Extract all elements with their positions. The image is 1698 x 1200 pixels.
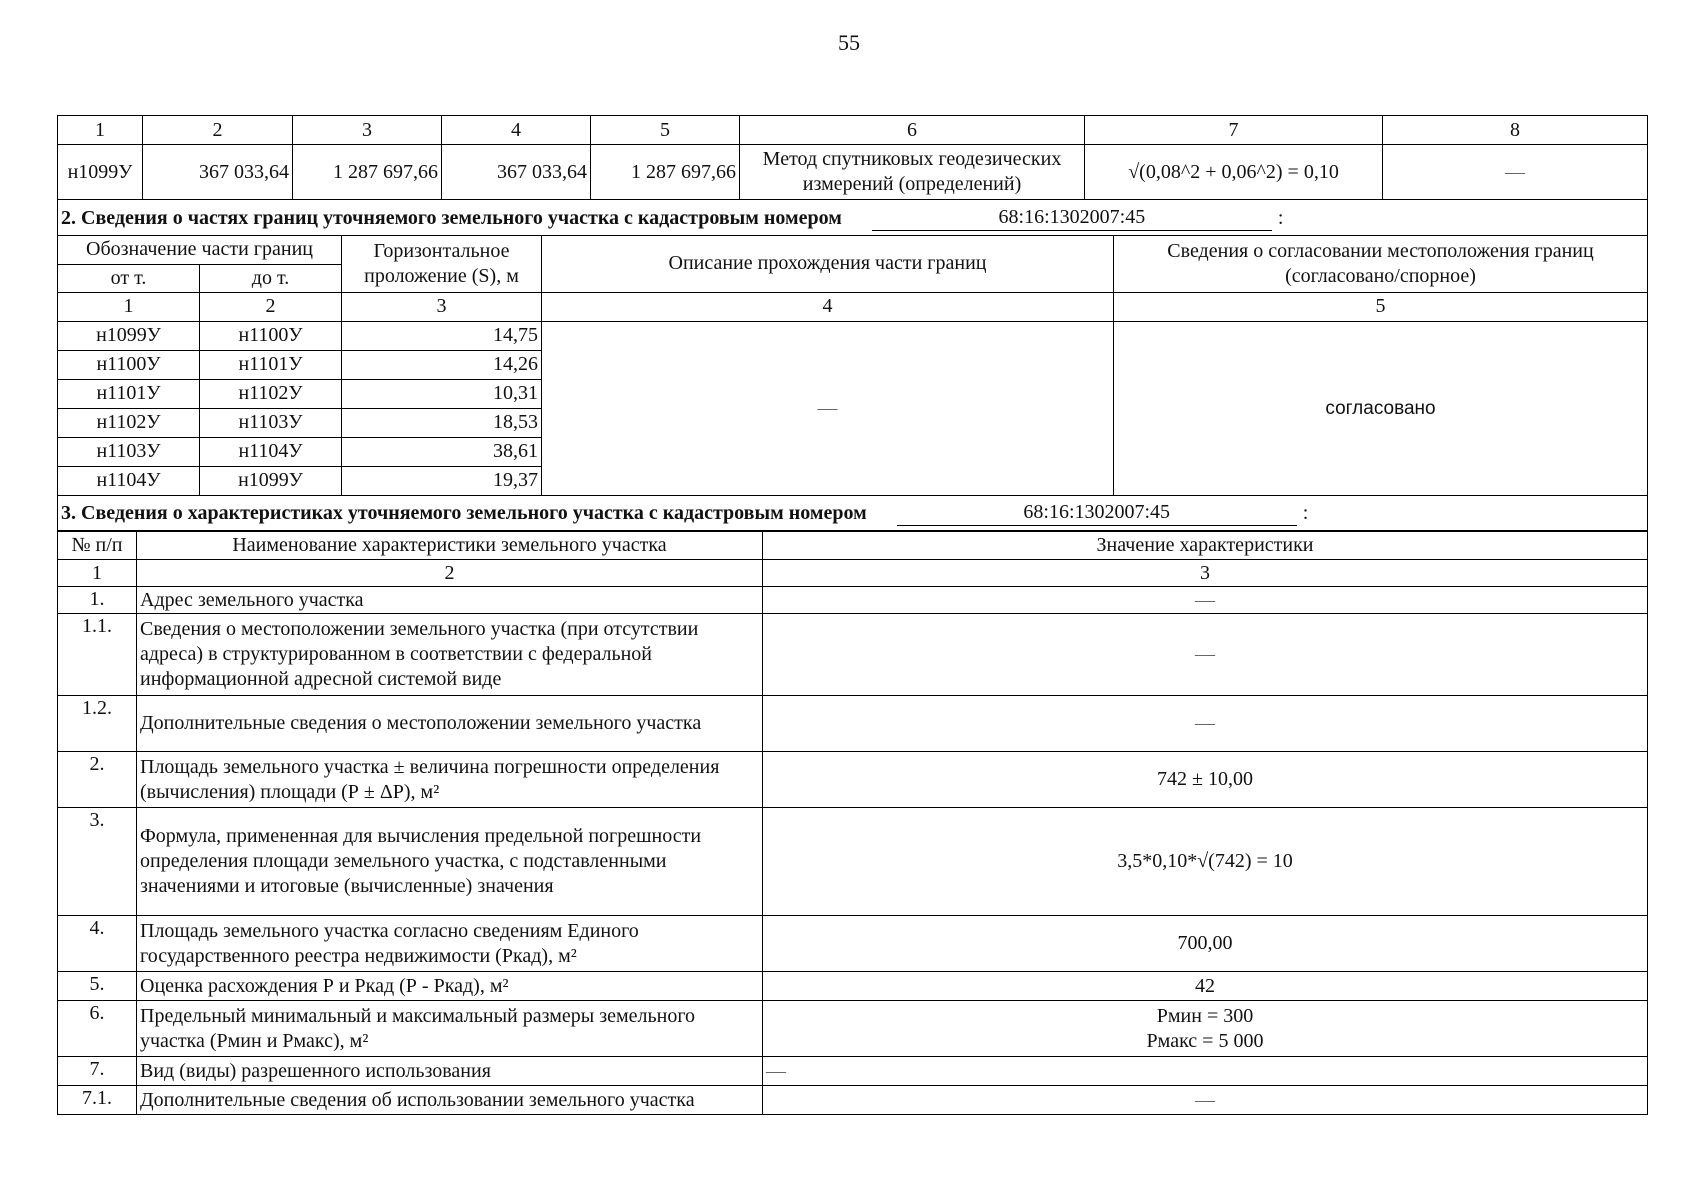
table-row [58,696,1648,752]
characteristic-name: Площадь земельного участка ± величина погрешности определения (вычисления) площади (Р ± ΔР), м² [137,752,763,808]
table-row [58,916,1648,972]
characteristic-name: Адрес земельного участка [137,587,763,614]
col-number: 3 [342,292,542,321]
table-row [58,808,1648,916]
col-header-3: 3 [293,116,442,145]
row-number: 4. [58,916,137,972]
to-point: н1102У [200,379,342,408]
head-characteristic-name: Наименование характеристики земельного участка [137,531,763,560]
col-header-2: 2 [143,116,293,145]
points-table [57,115,1648,236]
length-value: 14,26 [342,350,542,379]
table-row [58,1086,1648,1115]
col-number: 1 [58,292,200,321]
section3-cadastral-number: 68:16:1302007:45 [897,500,1297,526]
col-number: 3 [763,560,1648,587]
characteristic-value: 742 ± 10,00 [763,752,1648,808]
coord-y-new: 1 287 697,66 [591,145,740,200]
from-point: н1104У [58,466,200,495]
col-number: 2 [137,560,763,587]
characteristic-value: 42 [763,972,1648,1001]
head-description: Описание прохождения части границ [542,235,1114,292]
section3-colon: : [1302,502,1309,524]
from-point: н1103У [58,437,200,466]
coord-y-existing: 1 287 697,66 [293,145,442,200]
col8-cell: — [1383,145,1648,200]
cadastral-form [57,115,1647,1115]
row-number: 7. [58,1057,137,1086]
table-row [58,972,1648,1001]
head-row-number: № п/п [58,531,137,560]
coord-x-existing: 367 033,64 [143,145,293,200]
head-horizontal-length: Горизонтальное проложение (S), м [342,235,542,292]
characteristic-name: Оценка расхождения Р и Ркад (Р - Ркад), м² [137,972,763,1001]
row-number: 1.1. [58,614,137,696]
table-row [58,321,1648,350]
characteristic-value: 3,5*0,10*√(742) = 10 [763,808,1648,916]
formula-cell: √(0,08^2 + 0,06^2) = 0,10 [1085,145,1383,200]
col-number: 1 [58,560,137,587]
col-header-6: 6 [740,116,1085,145]
col-header-7: 7 [1085,116,1383,145]
section3-title: 3. Сведения о характеристиках уточняемого земельного участка с кадастровым номером [61,502,867,524]
characteristic-name: Формула, примененная для вычисления предельной погрешности определения площади земельного участка, с подставленными значениями и итоговые (вычисленные) значения [137,808,763,916]
from-point: н1102У [58,408,200,437]
row-number: 7.1. [58,1086,137,1115]
page-number: 55 [838,30,860,55]
max-area-value: Рмакс = 5 000 [1146,1029,1264,1052]
length-value: 14,75 [342,321,542,350]
characteristic-name: Сведения о местоположении земельного участка (при отсутствии адреса) в структурированном в соответствии с федеральной информационной адресной системой виде [137,614,763,696]
characteristic-value-group [763,1001,1648,1057]
table-row [58,752,1648,808]
from-point: н1101У [58,379,200,408]
row-number: 5. [58,972,137,1001]
head-from-point: от т. [58,264,200,292]
head-characteristic-value: Значение характеристики [763,531,1648,560]
characteristic-value: — [763,1086,1648,1115]
col-header-4: 4 [442,116,591,145]
head-part-of-boundary: Обозначение части границ [58,235,342,264]
section2-header [58,200,1648,236]
row-number: 1. [58,587,137,614]
head-agreement: Сведения о согласовании местоположения границ (согласовано/спорное) [1114,235,1648,292]
characteristic-value: — [763,696,1648,752]
boundary-parts-table [57,235,1648,532]
coord-x-new: 367 033,64 [442,145,591,200]
col-number: 5 [1114,292,1648,321]
to-point: н1103У [200,408,342,437]
table-row [58,614,1648,696]
characteristic-name: Площадь земельного участка согласно сведениям Единого государственного реестра недвижимости (Ркад), м² [137,916,763,972]
description-value: — [542,321,1114,495]
characteristics-table [57,530,1648,1115]
characteristic-value: 700,00 [763,916,1648,972]
section2-colon: : [1277,206,1284,229]
characteristic-name: Вид (виды) разрешенного использования [137,1057,763,1086]
col-header-5: 5 [591,116,740,145]
table-row [58,1001,1648,1057]
col-number: 2 [200,292,342,321]
to-point: н1104У [200,437,342,466]
section2-title: 2. Сведения о частях границ уточняемого земельного участка с кадастровым номером [61,206,842,229]
point-name: н1099У [58,145,143,200]
col-header-8: 8 [1383,116,1648,145]
row-number: 1.2. [58,696,137,752]
section3-header [58,495,1648,531]
characteristic-value: — [763,587,1648,614]
from-point: н1099У [58,321,200,350]
method-cell: Метод спутниковых геодезических измерений (определений) [740,145,1085,200]
min-area-value: Рмин = 300 [1156,1004,1254,1027]
characteristic-name: Дополнительные сведения об использовании земельного участка [137,1086,763,1115]
col-header-1: 1 [58,116,143,145]
length-value: 18,53 [342,408,542,437]
head-to-point: до т. [200,264,342,292]
to-point: н1100У [200,321,342,350]
characteristic-name: Дополнительные сведения о местоположении земельного участка [137,696,763,752]
length-value: 38,61 [342,437,542,466]
to-point: н1099У [200,466,342,495]
table-row [58,587,1648,614]
table-row [58,1057,1648,1086]
row-number: 3. [58,808,137,916]
agreement-value: согласовано [1114,321,1648,495]
col-number: 4 [542,292,1114,321]
characteristic-value: — [763,614,1648,696]
row-number: 6. [58,1001,137,1057]
characteristic-value: — [763,1057,1648,1086]
length-value: 19,37 [342,466,542,495]
section2-cadastral-number: 68:16:1302007:45 [872,205,1272,231]
characteristic-name: Предельный минимальный и максимальный размеры земельного участка (Рмин и Рмакс), м² [137,1001,763,1057]
row-number: 2. [58,752,137,808]
length-value: 10,31 [342,379,542,408]
to-point: н1101У [200,350,342,379]
from-point: н1100У [58,350,200,379]
